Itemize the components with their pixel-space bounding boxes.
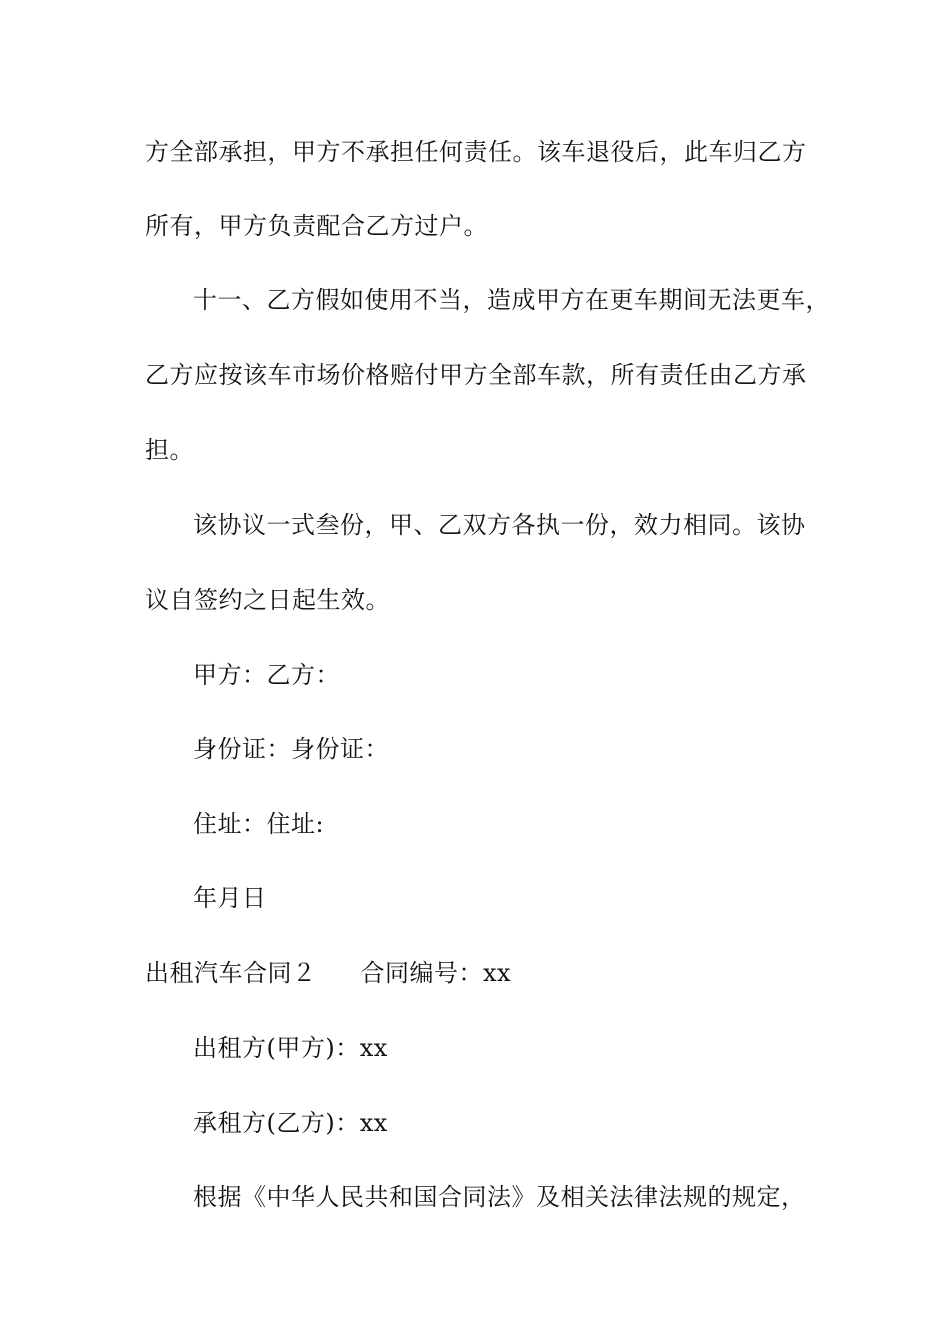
clause-eleven-line: 十一、乙方假如使用不当，造成甲方在更车期间无法更车， <box>193 286 830 314</box>
party-signature-line: 甲方：乙方： <box>193 661 340 689</box>
lessor-line: 出租方(甲方)：xx <box>193 1034 388 1062</box>
contract-number: 合同编号：xx <box>360 959 512 987</box>
paragraph-line: 议自签约之日起生效。 <box>145 586 390 614</box>
paragraph-line: 方全部承担，甲方不承担任何责任。该车退役后，此车归乙方 <box>145 138 807 166</box>
contract-title: 出租汽车合同２ <box>145 959 317 987</box>
agreement-copies-line: 该协议一式叁份，甲、乙双方各执一份，效力相同。该协 <box>193 511 806 539</box>
paragraph-line: 所有，甲方负责配合乙方过户。 <box>145 212 488 240</box>
paragraph-line: 乙方应按该车市场价格赔付甲方全部车款，所有责任由乙方承 <box>145 361 807 389</box>
id-card-line: 身份证：身份证： <box>193 735 389 763</box>
paragraph-line: 担。 <box>145 436 194 464</box>
address-line: 住址：住址: <box>193 810 325 838</box>
lessee-line: 承租方(乙方)：xx <box>193 1109 388 1137</box>
date-line: 年月日 <box>193 884 267 912</box>
contract-heading <box>145 958 511 988</box>
legal-basis-line: 根据《中华人民共和国合同法》及相关法律法规的规定， <box>193 1183 806 1211</box>
